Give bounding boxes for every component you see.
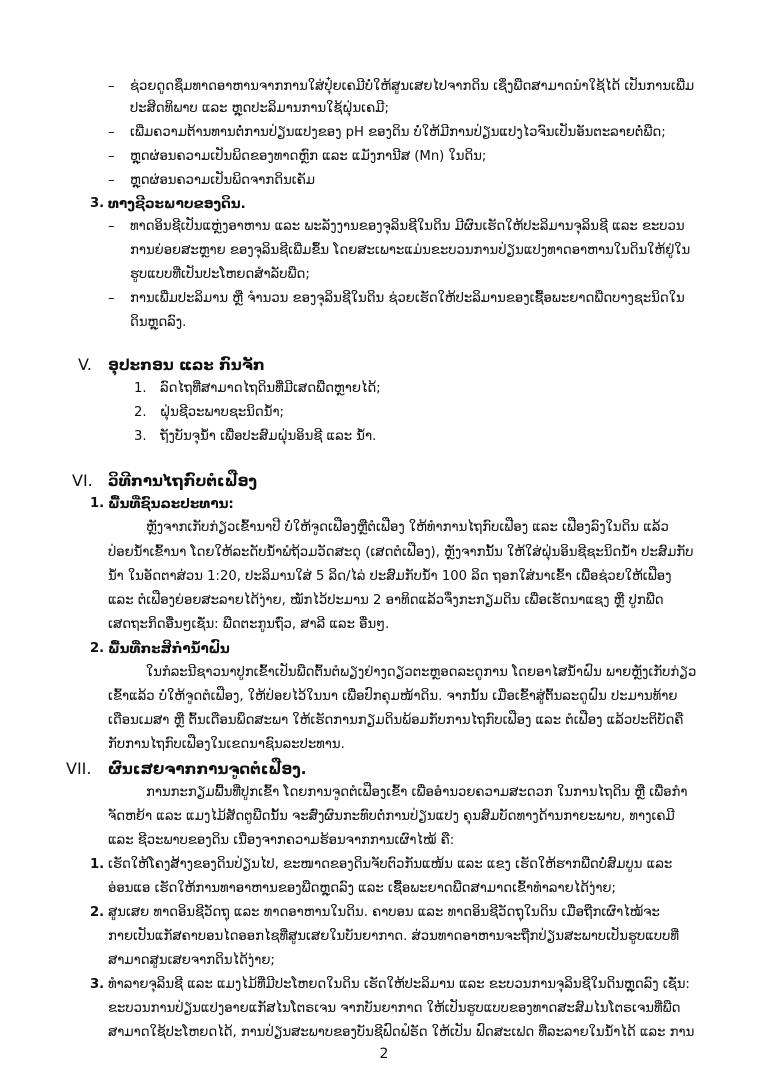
bullet-text: ປະສິດທິພາບ ແລະ ຫຼຸດປະລິມານການໃຊ້ຝຸ່ນເຄມີ; bbox=[130, 101, 389, 116]
list-number: 2. bbox=[90, 905, 105, 920]
bullet-text: ດິນຫຼຸດລົງ. bbox=[130, 315, 187, 330]
list-item: ຝຸ່ນຊີວະພາບຊະນິດນໍ້າ; bbox=[160, 405, 284, 420]
bullet-dash: – bbox=[108, 149, 115, 164]
subsection-title: ພື້ນທີ່ກະສິກຳນ້ຳຝົນ bbox=[108, 641, 230, 657]
paragraph-line: ແລະ ຊີວະພາບຂອງດິນ ເນື່ອງຈາກຄວາມຮ້ອນຈາກການເຜົາໄໝ້ ຄື: bbox=[108, 833, 455, 848]
list-item: ເຮັດໃຫ້ໂຄງສ້າງຂອງດິນປ່ຽນໄປ, ຂະໜາດຂອງດິນຈັບຕົວກັນແໜ້ນ ແລະ ແຂງ ເຮັດໃຫ້ຮາກພືດບໍ່ສົມບູນ ແລະ bbox=[108, 857, 673, 872]
list-item: ລົດໄຖທີ່ສາມາດໄຖດິນທີ່ມີເສດພືດຫຼາຍໄດ້; bbox=[160, 381, 381, 396]
section-roman-numeral: V. bbox=[78, 355, 92, 374]
page-number: 2 bbox=[379, 1046, 389, 1062]
paragraph-line: ນໍ້າ ໃນອັດຕາສ່ວນ 1:20, ປະລິມານໃສ່ 5 ລິດ/ໄລ່ ປະສົມກັບນໍ້າ 100 ລິດ ຖອກໃສ່ນາເຂົ້າ ເພື່ອຊ່ວຍໃຫ້ເຟືອງ bbox=[108, 569, 672, 584]
section-roman-numeral: VI. bbox=[72, 471, 93, 490]
paragraph-line: ປ່ອຍນໍ້າເຂົ້ານາ ໂດຍໃຫ້ລະດັບນໍ້າພໍຖ້ວມວັດສະດຸ (ເສດຕໍເຟືອງ), ຫຼັງຈາກນັ້ນ ໃຫ້ໃສ່ຝຸ່ນອິນຊີຊະນິດນໍ້າ ປະສົມກັບ bbox=[108, 545, 694, 560]
list-number: 1. bbox=[134, 381, 147, 396]
subsection-number: 1. bbox=[90, 496, 105, 511]
bullet-text: ຮູບແບບທີ່ເປັນປະໂຫຍດສຳລັບພືດ; bbox=[130, 267, 310, 282]
list-number: 2. bbox=[134, 405, 147, 420]
subsection-title: ທາງຊີວະພາບຂອງດິນ. bbox=[108, 196, 246, 212]
bullet-dash: – bbox=[108, 173, 115, 188]
paragraph-line: ໃນກໍລະນີຊາວນາປູກເຂົ້າເປັນພືດຕົ້ນຕໍພຽງຢ່າງດຽວຕະຫຼອດລະດູການ ໂດຍອາໄສນໍ້າຝົນ ພາຍຫຼັງເກັບກ່ຽວ bbox=[146, 665, 697, 680]
bullet-dash: – bbox=[108, 291, 115, 306]
list-item: ກາຍເປັນແກັສຄາບອນໄດອອກໄຊທີ່ສູນເສຍໃນບັນຍາກາດ. ສ່ວນທາດອາຫານຈະຖືກປ່ຽນສະພາບເປັນຮູບແບບທີ່ bbox=[108, 929, 680, 944]
list-item: ອ່ອນແອ ເຮັດໃຫ້ການທາອາຫານຂອງພືດຫຼຸດລົງ ແລະ ເຊື້ອພະຍາດພືດສາມາດເຂົ້າທຳລາຍໄດ້ງ່າຍ; bbox=[108, 881, 616, 896]
bullet-dash: – bbox=[108, 125, 115, 140]
list-item: ສູນເສຍ ທາດອິນຊີວັດຖຸ ແລະ ທາດອາຫານໃນດິນ. ຄາບອນ ແລະ ທາດອິນຊີວັດຖຸໃນດິນ ເມື່ອຖືກເຜົາໄໝ້ຈະ bbox=[108, 905, 660, 920]
paragraph-line: ເດືອນເມສາ ຫຼື ຕົ້ນເດືອນພຶດສະພາ ໃຫ້ເຮັດການກຽມດິນພ້ອມກັບການໄຖກົບເຟືອງ ແລະ ຕໍເຟືອງ ແລ້ວປະຕິບັດຄື bbox=[108, 713, 684, 728]
paragraph-line: ກັບການໄຖກົບເຟືອງໃນເຂດນາຊົນລະປະທານ. bbox=[108, 737, 345, 752]
subsection-title: ພື້ນທີ່ຊົນລະປະທານ: bbox=[108, 496, 234, 512]
list-number: 1. bbox=[90, 857, 105, 872]
subsection-number: 3. bbox=[90, 196, 105, 211]
bullet-dash: – bbox=[108, 79, 115, 94]
section-title: ວິທີການໄຖກົບຕໍເຟືອງ bbox=[108, 472, 258, 490]
section-title: ຜົນເສຍຈາກການຈູດຕໍເຟືອງ. bbox=[108, 760, 307, 778]
list-item: ສາມາດໃຊ້ປະໂຫຍດໄດ້, ການປ່ຽນສະພາບຂອງບັນຊີຟົດຟໍຣັດ ໃຫ້ເປັນ ຟົດສະເຟດ ທີ່ລະລາຍໃນນໍ້າໄດ້ ແລະ ການ bbox=[108, 1025, 695, 1040]
bullet-text: ເພີ່ມຄວາມຕ້ານທານຕໍ່ການປ່ຽນແປງຂອງ pH ຂອງດິນ ບໍ່ໃຫ້ມີການປ່ຽນແປງໄວຈົນເປັນອັນຕະລາຍຕໍ່ພືດ; bbox=[130, 125, 666, 140]
section-title: ອຸປະກອນ ແລະ ກົນຈັກ bbox=[108, 356, 265, 374]
paragraph-line: ການກະກຽມພື້ນທີ່ປູກເຂົ້າ ໂດຍການຈູດຕໍເຟືອງເຂົ້າ ເພື່ອອຳນວຍຄວາມສະດວກ ໃນການໄຖດິນ ຫຼື ເພື່ອກຳ bbox=[146, 785, 688, 800]
list-number: 3. bbox=[90, 977, 105, 992]
paragraph-line: ຈັດຫຍ້າ ແລະ ແມງໄມ້ສັດຕູພືດນັ້ນ ຈະສົ່ງຜົນກະທົບຕໍ່ການປ່ຽນແປງ ຄຸນສົມບັດທາງດ້ານກາຍະພາບ, ທາງເຄມີ bbox=[108, 809, 675, 824]
subsection-number: 2. bbox=[90, 641, 105, 656]
bullet-text: ທາດອິນຊີເປັນແຫຼ່ງອາຫານ ແລະ ພະລັງງານຂອງຈຸລິນຊີໃນດິນ ມີຜົນເຮັດໃຫ້ປະລິມານຈຸລິນຊີ ແລະ ຂະບວນ bbox=[130, 219, 685, 234]
paragraph-line: ຫຼັງຈາກເກັບກ່ຽວເຂົ້ານາປີ ບໍ່ໃຫ້ຈູດເຟືອງຫຼືຕໍເຟືອງ ໃຫ້ທຳການໄຖກົບເຟືອງ ແລະ ເຟືອງລົງໃນດິນ ແລ້ວ bbox=[146, 520, 669, 535]
paragraph-line: ແລະ ຕໍເຟືອງຍ່ອຍສະລາຍໄດ້ງ່າຍ, ໝັກໄວ້ປະມານ 2 ອາທິດແລ້ວຈຶ່ງກະກຽມດິນ ເພື່ອເຮັດນາແຊງ ຫຼື ປູກພືດ bbox=[108, 593, 664, 608]
bullet-text: ຊ່ວຍດູດຊຶມທາດອາຫານຈາກການໃສ່ປຸ໋ຍເຄມີບໍ່ໃຫ້ສູນເສຍໄປຈາກດິນ ເຊິ່ງພືດສາມາດນຳໃຊ້ໄດ້ ເປັນການເພີ່ມ bbox=[130, 79, 695, 94]
paragraph-line: ເສດຖະກິດອື່ນໆເຊັ່ນ: ພືດຕະກູນຖົ່ວ, ສາລີ ແລະ ອື່ນໆ. bbox=[108, 617, 390, 632]
bullet-text: ການເພີ່ມປະລິມານ ຫຼື ຈຳນວນ ຂອງຈຸລິນຊີໃນດິນ ຊ່ວຍເຮັດໃຫ້ປະລິມານຂອງເຊື້ອພະຍາດພືດບາງຊະນິດໃນ bbox=[130, 291, 685, 306]
section-roman-numeral: VII. bbox=[66, 759, 92, 778]
bullet-text: ຫຼຸດຜ່ອນຄວາມເປັນພິດຂອງທາດຫຼົກ ແລະ ແມັງການີສ (Mn) ໃນດິນ; bbox=[130, 149, 487, 164]
list-item: ຖັງບັນຈຸນໍ້າ ເພື່ອປະສົມຝຸ່ນອິນຊີ ແລະ ນໍ້າ. bbox=[160, 429, 377, 444]
bullet-text: ຫຼຸດຜ່ອນຄວາມເປັນພິດຈາກດິນເຄັມ bbox=[130, 173, 316, 188]
list-number: 3. bbox=[134, 429, 147, 444]
list-item: ທຳລາຍຈຸລິນຊີ ແລະ ແມງໄມ້ທີ່ມີປະໂຫຍດໃນດິນ ເຮັດໃຫ້ປະລິມານ ແລະ ຂະບວນການຈຸລິນຊີໃນດິນຫຼຸດລົງ ເຊັ່ນ: bbox=[108, 977, 690, 992]
bullet-dash: – bbox=[108, 219, 115, 234]
bullet-text: ການຍ່ອຍສະຫຼາຍ ຂອງຈຸລິນຊີເພີ່ມຂຶ້ນ ໂດຍສະເພາະແມ່ນຂະບວນການປ່ຽນແປງທາດອາຫານໃນດິນໃຫ້ຢູ່ໃນ bbox=[130, 243, 691, 258]
list-item: ສາມາດສູນເສຍຈາກດິນໄດ້ງ່າຍ; bbox=[108, 953, 275, 968]
paragraph-line: ເຂົ້າແລ້ວ ບໍ່ໃຫ້ຈູດຕໍເຟືອງ, ໃຫ້ປ່ອຍໄວ້ໃນນາ ເພື່ອປົກຄຸມໜ້າດິນ. ຈາກນັ້ນ ເມື່ອເຂົ້າສູ່ຕົ້ນລະດູຝົນ ປະມານທ້າຍ bbox=[108, 689, 678, 704]
list-item: ຂະບວນການປ່ຽນແປງອາຍແກັສໄນໂຕຣເຈນ ຈາກບັນຍາກາດ ໃຫ້ເປັນຮູບແບບຂອງທາດສະສົມໄນໂຕຣເຈນທີ່ພືດ bbox=[108, 1001, 681, 1016]
